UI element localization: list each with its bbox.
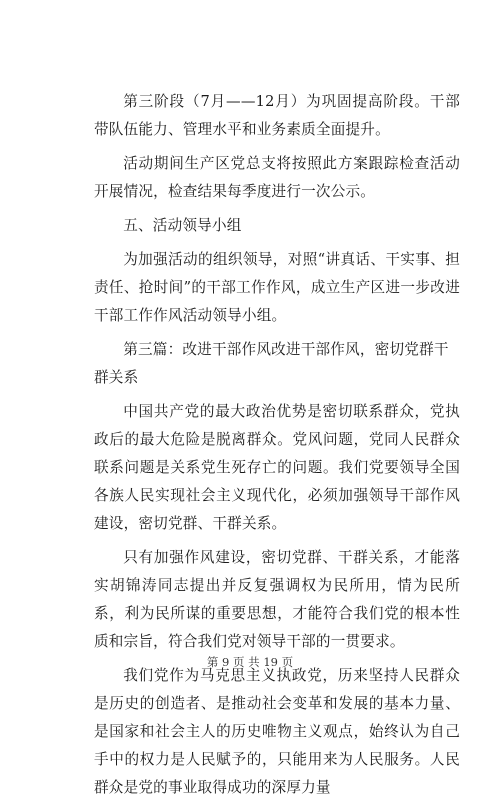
paragraph-political-advantage: 中国共产党的最大政治优势是密切联系群众，党执政后的最大危险是脱离群众。党风问题，党同人民群众联系问题是关系党生死存亡的问题。我们党要领导全国各族人民实现社会主义现代化，必须加强领导干部作风建设，密切党群、干群关系。 bbox=[94, 403, 460, 532]
paragraph-inspection: 活动期间生产区党总支将按照此方案跟踪检查活动开展情况，检查结果每季度进行一次公示。 bbox=[94, 155, 460, 200]
paragraph-style-building: 只有加强作风建设，密切党群、干群关系，才能落实胡锦涛同志提出并反复强调权为民所用，情为民所系，利为民所谋的重要思想，才能符合我们党的根本性质和宗旨，符合我们党对领导干部的一贯要求。 bbox=[94, 549, 460, 650]
paragraph-stage-three: 第三阶段（7月——12月）为巩固提高阶段。干部带队伍能力、管理水平和业务素质全面提升。 bbox=[94, 93, 460, 138]
paragraph-marxist-party: 我们党作为马克思主义执政党，历来坚持人民群众是历史的创造者、是推动社会变革和发展的基本力量、是国家和社会主人的历史唯物主义观点，始终认为自己手中的权力是人民赋予的，只能用来为人民服务。人民群众是党的事业取得成功的深厚力量 bbox=[94, 667, 460, 796]
document-body bbox=[94, 88, 460, 808]
paragraph-leadership: 为加强活动的组织领导，对照“讲真话、干实事、担责任、抢时间”的干部工作作风，成立生产区进一步改进干部工作作风活动领导小组。 bbox=[94, 251, 460, 324]
article-heading-part-three: 第三篇：改进干部作风改进干部作风，密切党群干群关系 bbox=[94, 341, 449, 386]
page-number-footer: 第 9 页 共 19 页 bbox=[206, 655, 294, 669]
section-heading-leadership-group: 五、活动领导小组 bbox=[123, 217, 242, 234]
